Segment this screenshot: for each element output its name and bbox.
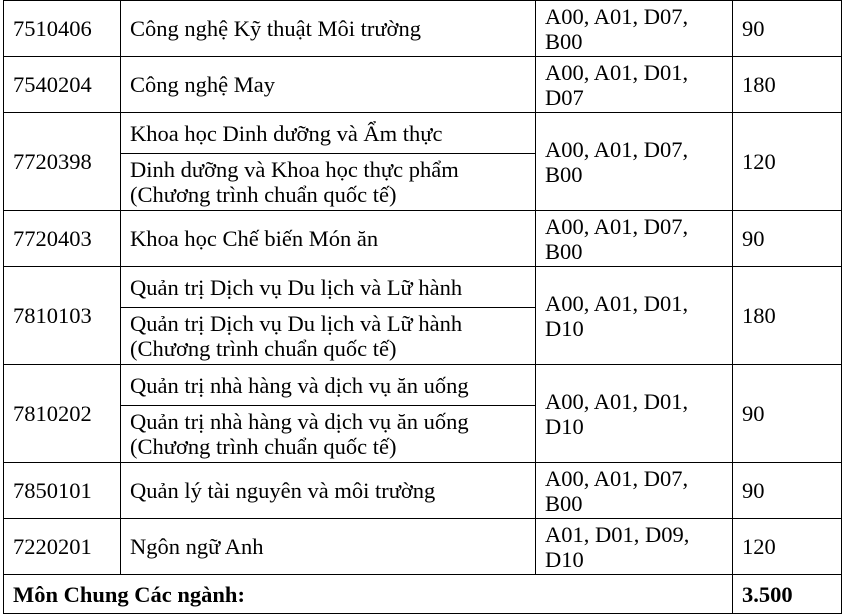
table-row — [4, 267, 842, 308]
program-name: Công nghệ May — [121, 57, 536, 113]
exam-blocks: A01, D01, D09, D10 — [536, 519, 733, 575]
exam-blocks: A00, A01, D07, B00 — [536, 211, 733, 267]
program-name-line: Quản trị nhà hàng và dịch vụ ăn uống — [130, 409, 469, 434]
quota: 120 — [733, 113, 842, 211]
exam-blocks: A00, A01, D07, B00 — [536, 1, 733, 57]
total-label: Môn Chung Các ngành: — [4, 575, 733, 614]
quota: 90 — [733, 1, 842, 57]
quota: 90 — [733, 211, 842, 267]
table-row — [4, 57, 842, 113]
program-name-line: Dinh dưỡng và Khoa học thực phẩm — [130, 157, 459, 182]
total-row — [4, 575, 842, 614]
table-row — [4, 365, 842, 406]
quota: 90 — [733, 463, 842, 519]
total-value: 3.500 — [733, 575, 842, 614]
exam-blocks: A00, A01, D07, B00 — [536, 463, 733, 519]
quota: 180 — [733, 57, 842, 113]
program-code: 7720403 — [4, 211, 121, 267]
table-row — [4, 211, 842, 267]
exam-blocks: A00, A01, D07, B00 — [536, 113, 733, 211]
quota: 90 — [733, 365, 842, 463]
program-name: Quản lý tài nguyên và môi trường — [121, 463, 536, 519]
program-code: 7220201 — [4, 519, 121, 575]
program-code: 7850101 — [4, 463, 121, 519]
program-name: Công nghệ Kỹ thuật Môi trường — [121, 1, 536, 57]
program-name-note: (Chương trình chuẩn quốc tế) — [130, 336, 397, 361]
program-name: Khoa học Chế biến Món ăn — [121, 211, 536, 267]
quota: 120 — [733, 519, 842, 575]
table-row — [4, 463, 842, 519]
program-code: 7810202 — [4, 365, 121, 463]
program-name-international — [121, 154, 536, 211]
program-name-note: (Chương trình chuẩn quốc tế) — [130, 182, 397, 207]
program-code: 7720398 — [4, 113, 121, 211]
program-name-note: (Chương trình chuẩn quốc tế) — [130, 434, 397, 459]
program-name: Khoa học Dinh dưỡng và Ẩm thực — [121, 113, 536, 154]
program-name-line: Quản trị Dịch vụ Du lịch và Lữ hành — [130, 311, 463, 336]
program-name: Quản trị Dịch vụ Du lịch và Lữ hành — [121, 267, 536, 308]
quota: 180 — [733, 267, 842, 365]
table-row — [4, 113, 842, 154]
program-code: 7510406 — [4, 1, 121, 57]
table-row — [4, 519, 842, 575]
exam-blocks: A00, A01, D01, D10 — [536, 267, 733, 365]
program-name: Ngôn ngữ Anh — [121, 519, 536, 575]
program-name-international — [121, 406, 536, 463]
program-name: Quản trị nhà hàng và dịch vụ ăn uống — [121, 365, 536, 406]
program-name-international — [121, 308, 536, 365]
table-row — [4, 1, 842, 57]
exam-blocks: A00, A01, D01, D10 — [536, 365, 733, 463]
exam-blocks: A00, A01, D01, D07 — [536, 57, 733, 113]
program-code: 7540204 — [4, 57, 121, 113]
admissions-table — [3, 0, 842, 614]
program-code: 7810103 — [4, 267, 121, 365]
